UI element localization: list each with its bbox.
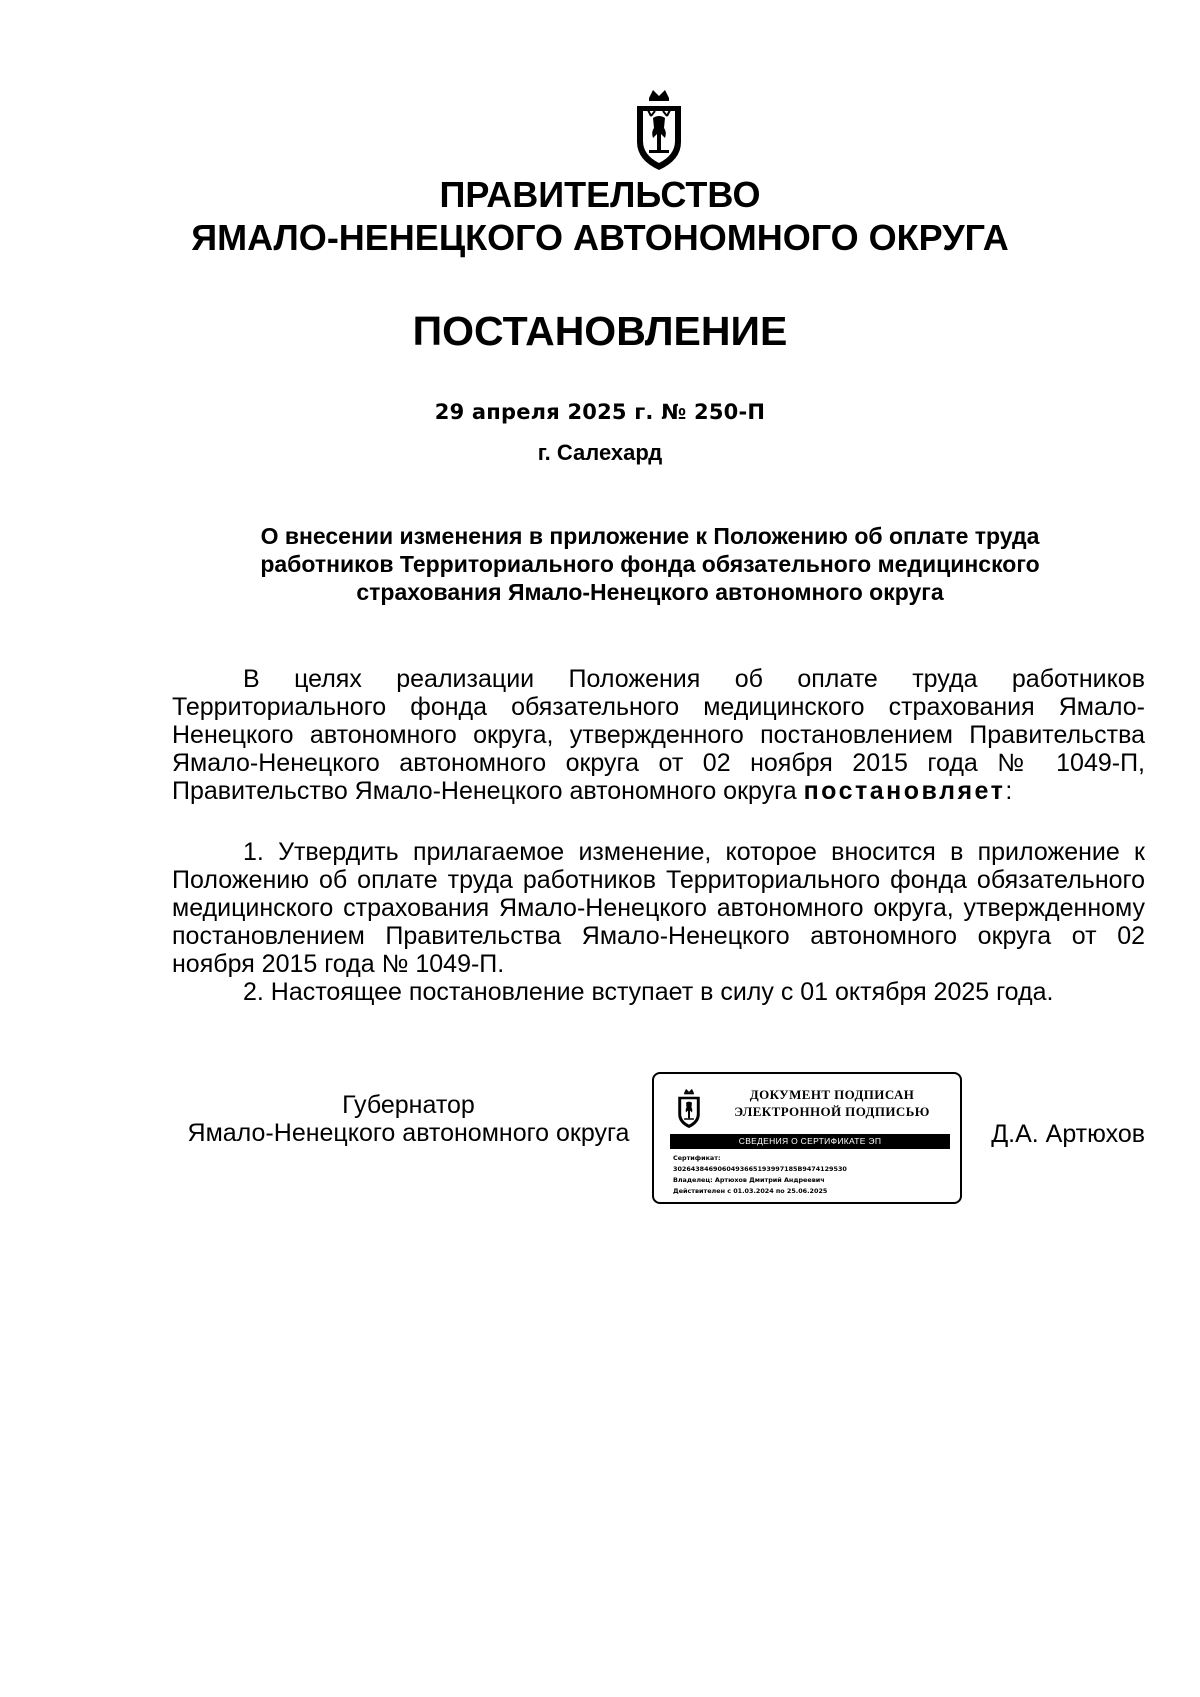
stamp-certificate-bar: СВЕДЕНИЯ О СЕРТИФИКАТЕ ЭП — [670, 1134, 950, 1149]
decree-item-2: 2. Настоящее постановление вступает в силу с 01 октября 2025 года. — [243, 978, 1054, 1006]
subject-line3: страхования Ямало-Ненецкого автономного округа — [356, 579, 944, 605]
signatory-name: Д.А. Артюхов — [991, 1120, 1145, 1148]
decree-items — [172, 838, 1145, 1006]
document-type: ПОСТАНОВЛЕНИЕ — [412, 308, 788, 354]
stamp-owner: Владелец: Артюхов Дмитрий Андреевич — [673, 1176, 825, 1184]
stamp-title — [712, 1086, 952, 1120]
government-title-line2: ЯМАЛО-НЕНЕЦКОГО АВТОНОМНОГО ОКРУГА — [191, 217, 1009, 258]
government-title — [0, 173, 1200, 259]
stamp-certificate-info — [673, 1153, 953, 1197]
stamp-title-line1: ДОКУМЕНТ ПОДПИСАН — [749, 1087, 915, 1102]
document-date-number: 29 апреля 2025 г. № 250-П — [434, 400, 766, 424]
subject-line2: работников Территориального фонда обязательного медицинского — [260, 551, 1040, 577]
decree-item-1: 1. Утвердить прилагаемое изменение, которое вносится в приложение к Положению об оплате труда работников Территориального фонда обязательного медицинского страхования Ямало-Ненецкого автономного округа, утвержденному постановлением Правительства Ямало-Ненецкого автономного округа от 02 ноября 2015 года № 1049-П. — [172, 838, 1145, 978]
preamble-end: : — [1005, 777, 1013, 805]
subject-line1: О внесении изменения в приложение к Положению об оплате труда — [260, 523, 1040, 549]
stamp-title-line2: ЭЛЕКТРОННОЙ ПОДПИСЬЮ — [734, 1104, 930, 1119]
document-city: г. Салехард — [537, 440, 663, 465]
stamp-coat-of-arms-icon — [674, 1086, 704, 1130]
stamp-certificate-label: Сертификат: — [673, 1154, 721, 1162]
signatory-position-line2: Ямало-Ненецкого автономного округа — [187, 1119, 630, 1147]
stamp-validity: Действителен с 01.03.2024 по 25.06.2025 — [673, 1187, 828, 1195]
preamble-text: В целях реализации Положения об оплате труда работников Территориального фонда обязательного медицинского страхования Ямало-Ненецкого автономного округа, утвержденного постановлением Правительства Ямало-Ненецкого автономного округа от 02 ноября 2015 года № 1049-П, Правительство Ямало-Ненецкого автономного округа — [172, 665, 1145, 805]
stamp-certificate-number: 3026438469060493665193997185B9474129530 — [673, 1165, 847, 1173]
signatory-position — [172, 1091, 645, 1147]
signatory-position-line1: Губернатор — [342, 1091, 475, 1119]
preamble-paragraph — [172, 665, 1145, 805]
electronic-signature-stamp — [652, 1072, 962, 1204]
decree-word: постановляет — [803, 777, 1006, 805]
coat-of-arms-icon — [631, 84, 687, 174]
government-title-line1: ПРАВИТЕЛЬСТВО — [439, 174, 761, 215]
document-subject — [190, 522, 1110, 606]
